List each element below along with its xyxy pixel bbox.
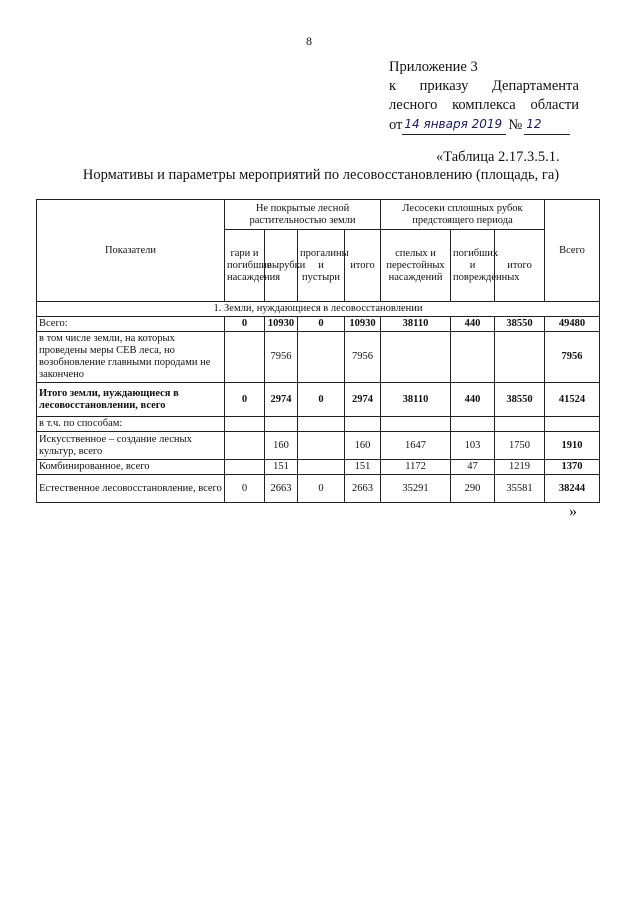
header-indicators: Показатели — [37, 200, 225, 302]
cell-total: 1910 — [545, 432, 600, 460]
appendix-order-line: к приказу Департамента — [389, 78, 579, 94]
cell-subtotal-1: 2663 — [345, 475, 381, 503]
cell-subtotal-1: 160 — [345, 432, 381, 460]
cell-clearings: 10930 — [265, 317, 298, 332]
cell-burnt: 0 — [225, 317, 265, 332]
cell-subtotal-2: 38550 — [495, 383, 545, 417]
cell-glades: 0 — [298, 317, 345, 332]
cell-glades: 0 — [298, 383, 345, 417]
appendix-department-line: лесного комплекса области — [389, 97, 579, 113]
cell-burnt: 0 — [225, 475, 265, 503]
page-number: 8 — [306, 34, 312, 48]
cell-damaged: 440 — [451, 383, 495, 417]
cell-subtotal-1: 151 — [345, 460, 381, 475]
cell-subtotal-2: 38550 — [495, 317, 545, 332]
cell-clearings: 7956 — [265, 332, 298, 383]
handwritten-number: 12 — [524, 115, 570, 135]
header-group-uncovered-land: Не покрытые лесной растительностью земли — [225, 200, 381, 230]
header-burnt: гари и погибшие насаждения — [225, 230, 265, 302]
cell-glades — [298, 332, 345, 383]
header-damaged: погибших и поврежденных — [451, 230, 495, 302]
cell-mature: 38110 — [381, 317, 451, 332]
appendix-date-line — [389, 115, 579, 135]
cell-mature: 38110 — [381, 383, 451, 417]
cell-burnt — [225, 460, 265, 475]
reforestation-table — [36, 199, 600, 503]
table-row — [37, 460, 600, 475]
cell-subtotal-2 — [495, 332, 545, 383]
cell-clearings: 160 — [265, 432, 298, 460]
cell-damaged: 440 — [451, 317, 495, 332]
header-group-clear-cuts: Лесосеки сплошных рубок предстоящего периода — [381, 200, 545, 230]
cell-burnt — [225, 332, 265, 383]
cell-mature: 1647 — [381, 432, 451, 460]
handwritten-date: 14 января 2019 — [402, 115, 506, 135]
cell-mature — [381, 332, 451, 383]
table-reference: «Таблица 2.17.3.5.1. — [436, 149, 560, 165]
cell-clearings: 2663 — [265, 475, 298, 503]
ot-label: от — [389, 117, 403, 133]
cell-subtotal-1: 7956 — [345, 332, 381, 383]
cell-mature: 1172 — [381, 460, 451, 475]
cell-subtotal-2: 1750 — [495, 432, 545, 460]
header-clearings: вырубки — [265, 230, 298, 302]
cell-total: 38244 — [545, 475, 600, 503]
cell-total: 41524 — [545, 383, 600, 417]
cell-damaged — [451, 332, 495, 383]
appendix-header — [389, 58, 579, 135]
row-label: Всего: — [37, 317, 225, 332]
table-row — [37, 475, 600, 503]
table-row — [37, 383, 600, 417]
header-glades: прогалины и пустыри — [298, 230, 345, 302]
cell-subtotal-2: 1219 — [495, 460, 545, 475]
closing-quote: » — [569, 503, 577, 520]
table-row — [37, 432, 600, 460]
document-title: Нормативы и параметры мероприятий по лесовосстановлению (площадь, га) — [82, 167, 560, 183]
cell-clearings: 151 — [265, 460, 298, 475]
cell-total: 7956 — [545, 332, 600, 383]
cell-damaged: 47 — [451, 460, 495, 475]
cell-damaged: 103 — [451, 432, 495, 460]
row-label: Искусственное – создание лесных культур, всего — [37, 432, 225, 460]
table-row — [37, 332, 600, 383]
table-row — [37, 317, 600, 332]
row-label: Итого земли, нуждающиеся в лесовосстановлении, всего — [37, 383, 225, 417]
cell-total: 49480 — [545, 317, 600, 332]
cell-burnt: 0 — [225, 383, 265, 417]
section-title: 1. Земли, нуждающиеся в лесовосстановлении — [37, 302, 600, 317]
cell-subtotal-2: 35581 — [495, 475, 545, 503]
row-label: в т.ч. по способам: — [37, 417, 225, 432]
table-row — [37, 417, 600, 432]
cell-glades — [298, 460, 345, 475]
number-sign: № — [508, 117, 523, 133]
appendix-title: Приложение 3 — [389, 59, 478, 75]
header-total: Всего — [545, 200, 600, 302]
cell-subtotal-1: 10930 — [345, 317, 381, 332]
cell-subtotal-1: 2974 — [345, 383, 381, 417]
row-label: в том числе земли, на которых проведены меры СЕВ леса, но возобновление главными породами не закончено — [37, 332, 225, 383]
header-mature: спелых и перестойных насаждений — [381, 230, 451, 302]
cell-total: 1370 — [545, 460, 600, 475]
cell-burnt — [225, 432, 265, 460]
cell-glades: 0 — [298, 475, 345, 503]
row-label: Естественное лесовосстановление, всего — [37, 475, 225, 503]
row-label: Комбинированное, всего — [37, 460, 225, 475]
cell-damaged: 290 — [451, 475, 495, 503]
header-subtotal-2: итого — [495, 230, 545, 302]
cell-mature: 35291 — [381, 475, 451, 503]
cell-clearings: 2974 — [265, 383, 298, 417]
header-subtotal-1: итого — [345, 230, 381, 302]
cell-glades — [298, 432, 345, 460]
